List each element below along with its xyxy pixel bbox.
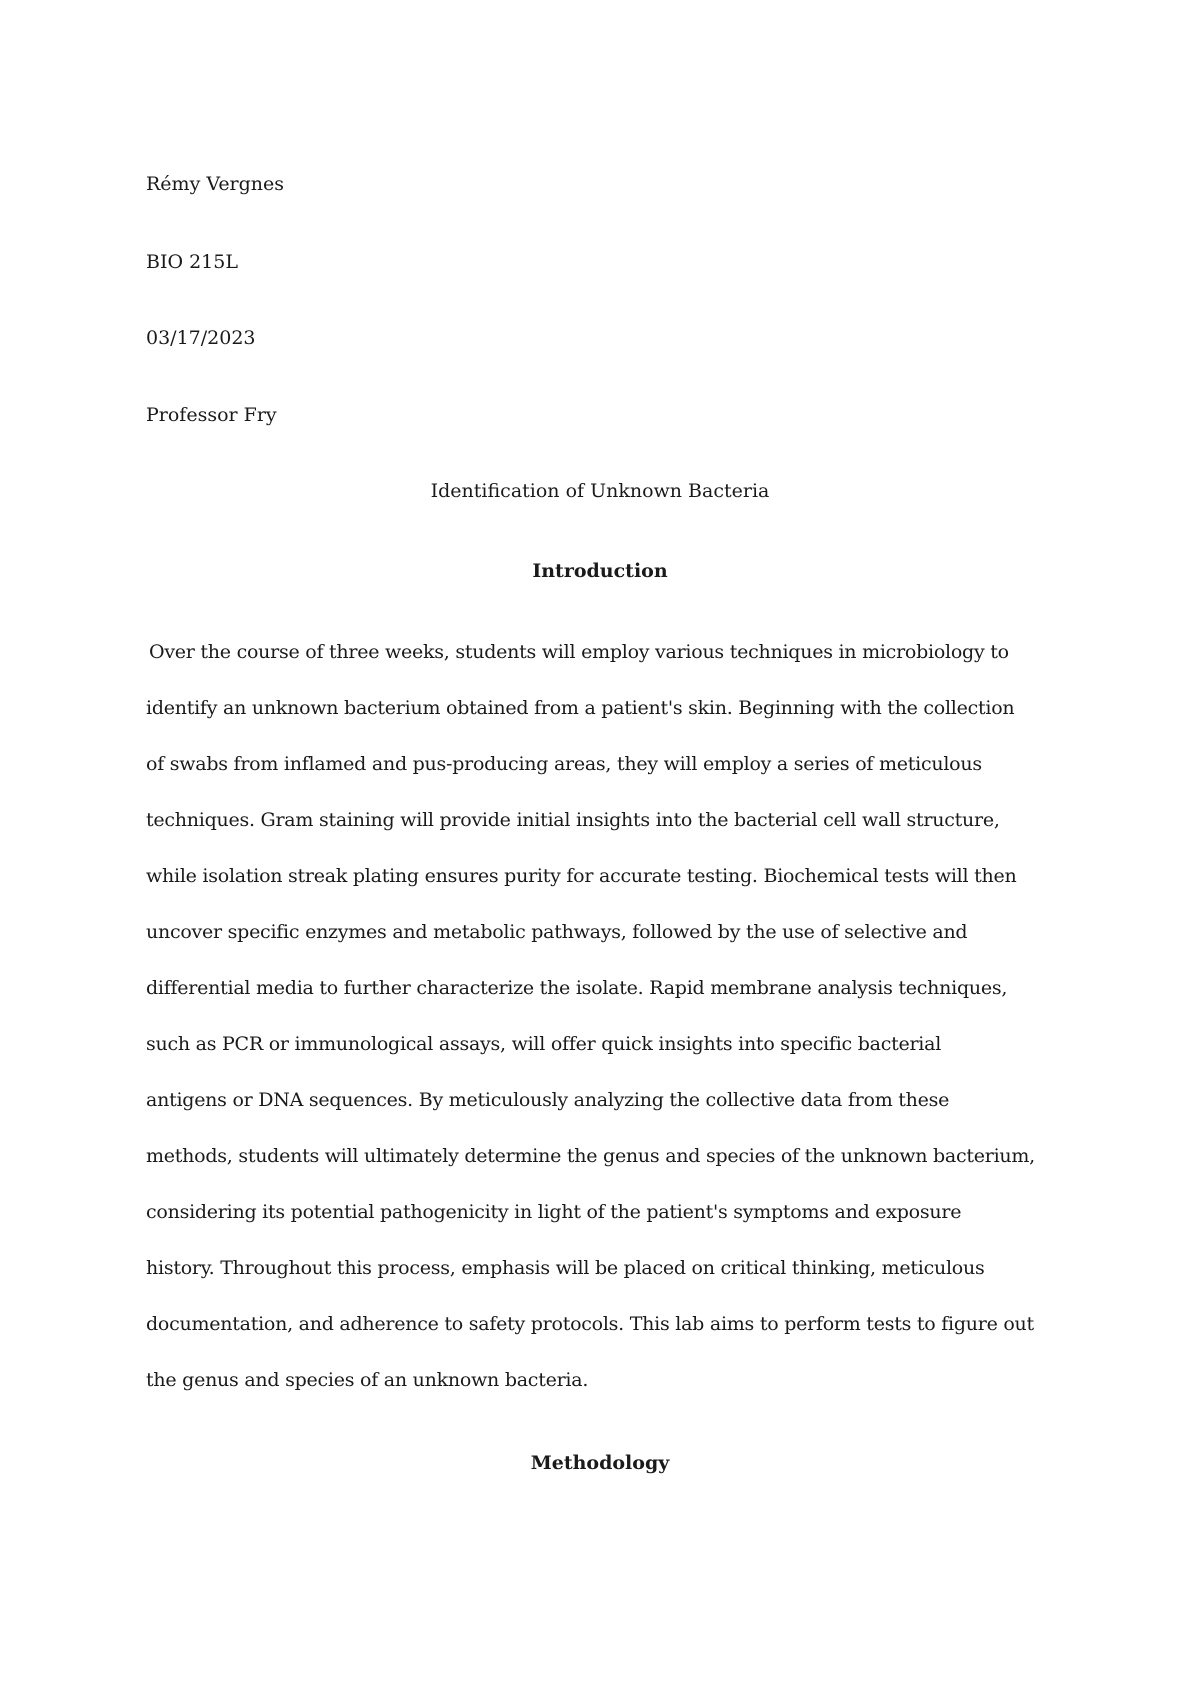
paragraph-line: considering its potential pathogenicity in light of the patient's symptoms and exposure bbox=[146, 1201, 962, 1223]
introduction-heading: Introduction bbox=[532, 560, 668, 582]
author-name: Rémy Vergnes bbox=[146, 173, 285, 195]
paragraph-line: documentation, and adherence to safety protocols. This lab aims to perform tests to figure out bbox=[146, 1313, 1034, 1335]
paragraph-line: identify an unknown bacterium obtained from a patient's skin. Beginning with the collection bbox=[146, 697, 1015, 719]
paragraph-line: the genus and species of an unknown bacteria. bbox=[146, 1369, 589, 1391]
document-title: Identification of Unknown Bacteria bbox=[430, 480, 770, 502]
paragraph-line: techniques. Gram staining will provide initial insights into the bacterial cell wall structure, bbox=[146, 809, 1000, 831]
paragraph-line: Over the course of three weeks, students will employ various techniques in microbiology to bbox=[149, 641, 1009, 663]
paragraph-line: antigens or DNA sequences. By meticulously analyzing the collective data from these bbox=[146, 1089, 950, 1111]
paragraph-line: methods, students will ultimately determine the genus and species of the unknown bacterium, bbox=[146, 1145, 1035, 1167]
paragraph-line: uncover specific enzymes and metabolic pathways, followed by the use of selective and bbox=[146, 921, 968, 943]
instructor-name: Professor Fry bbox=[146, 404, 277, 426]
course-code: BIO 215L bbox=[146, 251, 238, 273]
paragraph-line: history. Throughout this process, emphasis will be placed on critical thinking, meticulous bbox=[146, 1257, 985, 1279]
paragraph-line: of swabs from inflamed and pus-producing areas, they will employ a series of meticulous bbox=[146, 753, 982, 775]
paragraph-line: such as PCR or immunological assays, will offer quick insights into specific bacterial bbox=[146, 1033, 942, 1055]
paragraph-line: differential media to further characterize the isolate. Rapid membrane analysis techniques, bbox=[146, 977, 1008, 999]
methodology-heading: Methodology bbox=[530, 1452, 670, 1474]
document-date: 03/17/2023 bbox=[146, 327, 256, 349]
paragraph-line: while isolation streak plating ensures purity for accurate testing. Biochemical tests will then bbox=[146, 865, 1017, 887]
